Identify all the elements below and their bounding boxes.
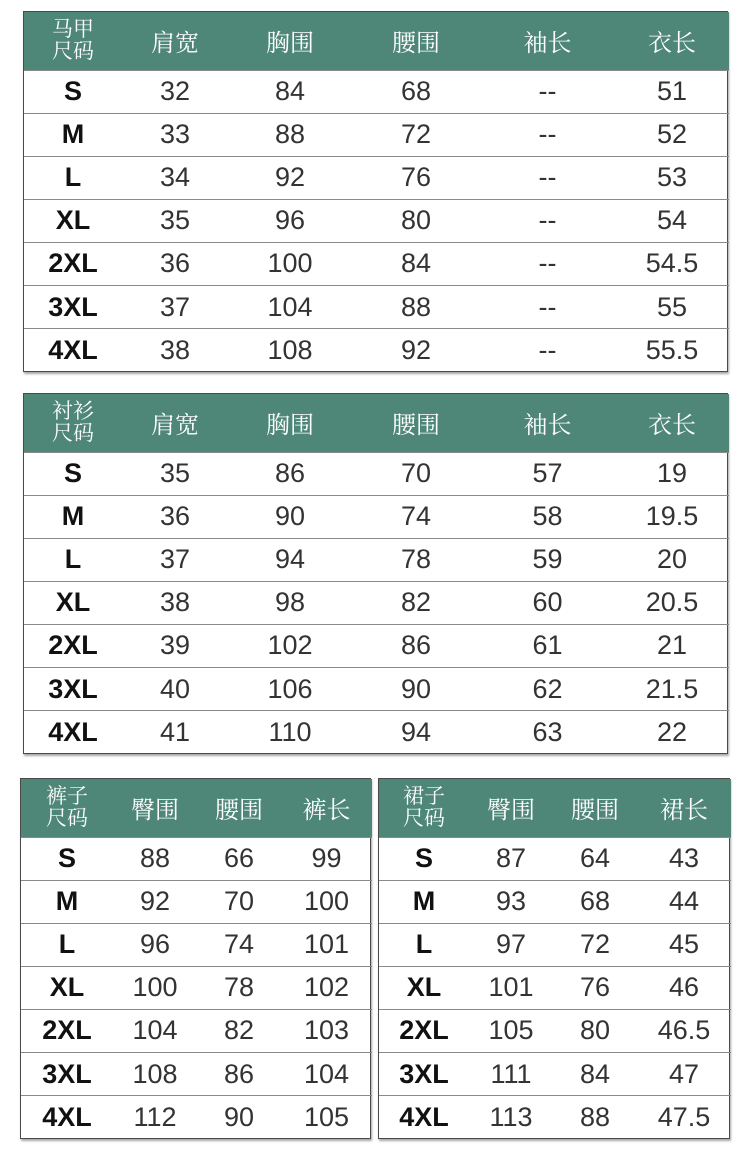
size-label: S xyxy=(21,837,113,880)
shirt-size-table xyxy=(23,393,728,754)
table-cell: 37 xyxy=(122,285,228,328)
table-cell: 102 xyxy=(228,624,352,667)
skirt-size-table xyxy=(378,778,730,1139)
table-cell: 88 xyxy=(352,285,480,328)
pants-header-row xyxy=(21,779,372,837)
shirt-header-row xyxy=(24,394,729,452)
table-row xyxy=(24,495,729,538)
table-cell: 88 xyxy=(228,113,352,156)
table-cell: 62 xyxy=(480,667,615,710)
table-cell: 110 xyxy=(228,711,352,753)
size-label: 3XL xyxy=(21,1052,113,1095)
table-cell: 22 xyxy=(615,711,729,753)
table-cell: 64 xyxy=(553,837,637,880)
table-cell: 101 xyxy=(281,923,372,966)
table-cell: 20 xyxy=(615,538,729,581)
table-cell: 55 xyxy=(615,285,729,328)
size-label: L xyxy=(24,156,122,199)
pants-header-0: 裤子 尺码 xyxy=(21,779,113,837)
vest-header-5: 衣长 xyxy=(615,12,729,70)
table-cell: 82 xyxy=(197,1009,281,1052)
table-cell: 59 xyxy=(480,538,615,581)
table-cell: 86 xyxy=(352,624,480,667)
table-cell: 38 xyxy=(122,329,228,371)
size-label: 2XL xyxy=(21,1009,113,1052)
table-cell: 54.5 xyxy=(615,242,729,285)
table-cell: 108 xyxy=(228,329,352,371)
table-row xyxy=(379,1009,731,1052)
table-cell: 21.5 xyxy=(615,667,729,710)
vest-header-row xyxy=(24,12,729,70)
table-row xyxy=(24,624,729,667)
table-cell: 94 xyxy=(352,711,480,753)
table-cell: 78 xyxy=(197,966,281,1009)
table-row xyxy=(21,837,372,880)
size-label: XL xyxy=(379,966,469,1009)
table-row xyxy=(21,880,372,923)
table-row xyxy=(21,966,372,1009)
table-cell: -- xyxy=(480,242,615,285)
size-label: M xyxy=(21,880,113,923)
table-cell: 68 xyxy=(352,70,480,113)
table-cell: 86 xyxy=(228,452,352,495)
table-cell: 80 xyxy=(352,199,480,242)
table-row xyxy=(24,242,729,285)
table-row xyxy=(379,1096,731,1138)
table-cell: 76 xyxy=(553,966,637,1009)
table-cell: 72 xyxy=(352,113,480,156)
table-cell: 113 xyxy=(469,1096,553,1138)
table-cell: 66 xyxy=(197,837,281,880)
table-cell: -- xyxy=(480,285,615,328)
size-label: M xyxy=(379,880,469,923)
table-cell: -- xyxy=(480,156,615,199)
table-cell: 90 xyxy=(352,667,480,710)
shirt-header-0: 衬衫 尺码 xyxy=(24,394,122,452)
table-cell: 34 xyxy=(122,156,228,199)
table-cell: 104 xyxy=(228,285,352,328)
table-cell: 53 xyxy=(615,156,729,199)
size-label: 2XL xyxy=(24,624,122,667)
table-cell: 92 xyxy=(228,156,352,199)
table-cell: 36 xyxy=(122,242,228,285)
size-label: S xyxy=(379,837,469,880)
table-row xyxy=(379,837,731,880)
table-cell: 90 xyxy=(228,495,352,538)
size-label: 4XL xyxy=(379,1096,469,1138)
table-cell: 106 xyxy=(228,667,352,710)
table-cell: 98 xyxy=(228,581,352,624)
table-cell: 43 xyxy=(637,837,731,880)
table-row xyxy=(24,538,729,581)
size-label: XL xyxy=(24,199,122,242)
table-cell: 54 xyxy=(615,199,729,242)
table-cell: 90 xyxy=(197,1096,281,1138)
table-row xyxy=(24,581,729,624)
table-cell: 84 xyxy=(553,1052,637,1095)
table-cell: 96 xyxy=(113,923,197,966)
table-cell: 101 xyxy=(469,966,553,1009)
table-row xyxy=(379,966,731,1009)
size-label: 3XL xyxy=(379,1052,469,1095)
size-label: L xyxy=(379,923,469,966)
table-cell: 108 xyxy=(113,1052,197,1095)
table-cell: 100 xyxy=(228,242,352,285)
size-label: 4XL xyxy=(24,329,122,371)
table-cell: 78 xyxy=(352,538,480,581)
table-cell: 58 xyxy=(480,495,615,538)
vest-header-2: 胸围 xyxy=(228,12,352,70)
size-label: M xyxy=(24,495,122,538)
table-cell: 36 xyxy=(122,495,228,538)
table-cell: 84 xyxy=(228,70,352,113)
table-cell: 40 xyxy=(122,667,228,710)
table-cell: 100 xyxy=(113,966,197,1009)
table-row xyxy=(21,1052,372,1095)
table-cell: 96 xyxy=(228,199,352,242)
shirt-header-3: 腰围 xyxy=(352,394,480,452)
table-row xyxy=(21,1009,372,1052)
table-cell: 76 xyxy=(352,156,480,199)
vest-header-3: 腰围 xyxy=(352,12,480,70)
pants-header-3: 裤长 xyxy=(281,779,372,837)
size-label: 3XL xyxy=(24,667,122,710)
size-label: XL xyxy=(24,581,122,624)
table-cell: -- xyxy=(480,199,615,242)
table-cell: 102 xyxy=(281,966,372,1009)
table-row xyxy=(24,285,729,328)
table-row xyxy=(379,880,731,923)
table-cell: 33 xyxy=(122,113,228,156)
table-cell: 39 xyxy=(122,624,228,667)
table-row xyxy=(379,1052,731,1095)
table-cell: 55.5 xyxy=(615,329,729,371)
table-cell: 103 xyxy=(281,1009,372,1052)
table-cell: 63 xyxy=(480,711,615,753)
table-row xyxy=(24,70,729,113)
table-cell: 93 xyxy=(469,880,553,923)
table-row xyxy=(21,1096,372,1138)
size-label: 2XL xyxy=(379,1009,469,1052)
table-cell: 74 xyxy=(352,495,480,538)
table-cell: 86 xyxy=(197,1052,281,1095)
table-cell: 92 xyxy=(113,880,197,923)
size-label: 4XL xyxy=(21,1096,113,1138)
table-cell: -- xyxy=(480,70,615,113)
pants-size-table xyxy=(20,778,371,1139)
table-cell: 35 xyxy=(122,452,228,495)
skirt-header-0: 裙子 尺码 xyxy=(379,779,469,837)
table-row xyxy=(21,923,372,966)
vest-header-4: 袖长 xyxy=(480,12,615,70)
table-cell: 20.5 xyxy=(615,581,729,624)
table-cell: 105 xyxy=(281,1096,372,1138)
pants-header-2: 腰围 xyxy=(197,779,281,837)
table-cell: 60 xyxy=(480,581,615,624)
table-cell: 21 xyxy=(615,624,729,667)
table-cell: 104 xyxy=(281,1052,372,1095)
table-row xyxy=(24,329,729,371)
size-label: S xyxy=(24,452,122,495)
table-cell: 41 xyxy=(122,711,228,753)
pants-header-1: 臀围 xyxy=(113,779,197,837)
table-cell: 51 xyxy=(615,70,729,113)
table-cell: 44 xyxy=(637,880,731,923)
table-cell: 47 xyxy=(637,1052,731,1095)
table-cell: 111 xyxy=(469,1052,553,1095)
table-cell: 37 xyxy=(122,538,228,581)
table-cell: 57 xyxy=(480,452,615,495)
table-cell: 72 xyxy=(553,923,637,966)
shirt-header-5: 衣长 xyxy=(615,394,729,452)
table-cell: 38 xyxy=(122,581,228,624)
table-cell: 99 xyxy=(281,837,372,880)
vest-header-0: 马甲 尺码 xyxy=(24,12,122,70)
skirt-header-row xyxy=(379,779,731,837)
size-label: XL xyxy=(21,966,113,1009)
table-row xyxy=(24,113,729,156)
table-cell: -- xyxy=(480,329,615,371)
skirt-header-3: 裙长 xyxy=(637,779,731,837)
size-label: 3XL xyxy=(24,285,122,328)
table-cell: 45 xyxy=(637,923,731,966)
table-cell: -- xyxy=(480,113,615,156)
table-cell: 100 xyxy=(281,880,372,923)
table-row xyxy=(24,452,729,495)
table-cell: 80 xyxy=(553,1009,637,1052)
table-cell: 19.5 xyxy=(615,495,729,538)
table-cell: 68 xyxy=(553,880,637,923)
table-cell: 70 xyxy=(352,452,480,495)
vest-header-1: 肩宽 xyxy=(122,12,228,70)
table-cell: 35 xyxy=(122,199,228,242)
table-cell: 70 xyxy=(197,880,281,923)
shirt-header-2: 胸围 xyxy=(228,394,352,452)
table-cell: 74 xyxy=(197,923,281,966)
table-cell: 32 xyxy=(122,70,228,113)
shirt-header-4: 袖长 xyxy=(480,394,615,452)
table-cell: 47.5 xyxy=(637,1096,731,1138)
table-row xyxy=(24,667,729,710)
table-cell: 92 xyxy=(352,329,480,371)
table-cell: 88 xyxy=(553,1096,637,1138)
table-cell: 19 xyxy=(615,452,729,495)
shirt-header-1: 肩宽 xyxy=(122,394,228,452)
size-label: L xyxy=(21,923,113,966)
table-row xyxy=(24,711,729,753)
table-cell: 84 xyxy=(352,242,480,285)
table-cell: 46.5 xyxy=(637,1009,731,1052)
size-label: 2XL xyxy=(24,242,122,285)
table-cell: 46 xyxy=(637,966,731,1009)
table-row xyxy=(24,199,729,242)
table-row xyxy=(24,156,729,199)
table-cell: 52 xyxy=(615,113,729,156)
table-cell: 94 xyxy=(228,538,352,581)
size-label: M xyxy=(24,113,122,156)
vest-size-table xyxy=(23,11,728,372)
table-cell: 112 xyxy=(113,1096,197,1138)
table-cell: 87 xyxy=(469,837,553,880)
table-cell: 82 xyxy=(352,581,480,624)
size-label: L xyxy=(24,538,122,581)
table-cell: 104 xyxy=(113,1009,197,1052)
table-cell: 105 xyxy=(469,1009,553,1052)
table-cell: 97 xyxy=(469,923,553,966)
table-cell: 88 xyxy=(113,837,197,880)
table-row xyxy=(379,923,731,966)
table-cell: 61 xyxy=(480,624,615,667)
size-label: 4XL xyxy=(24,711,122,753)
skirt-header-2: 腰围 xyxy=(553,779,637,837)
size-label: S xyxy=(24,70,122,113)
skirt-header-1: 臀围 xyxy=(469,779,553,837)
